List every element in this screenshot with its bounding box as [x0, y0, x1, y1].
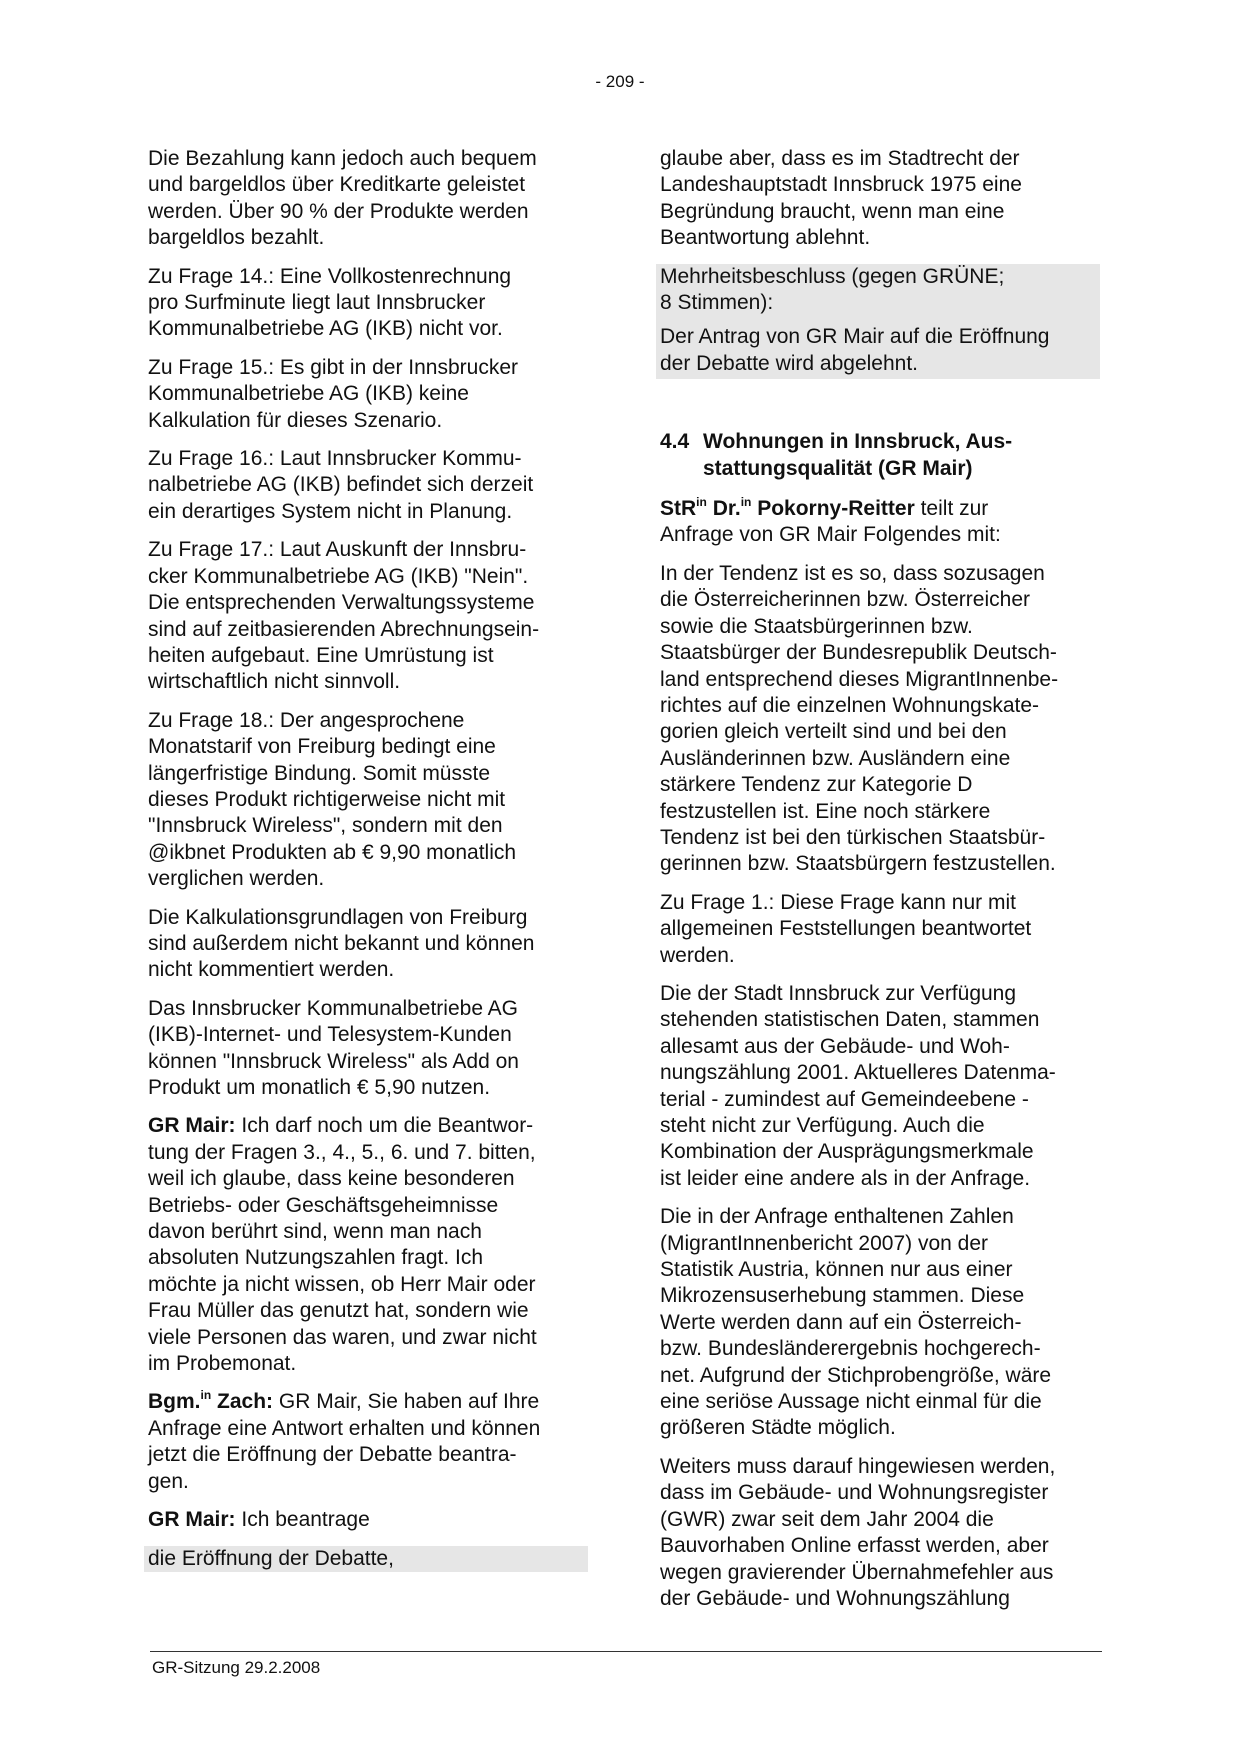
text-line: Monatstarif von Freiburg bedingt eine: [148, 735, 496, 759]
statement-line: davon berührt sind, wenn man nach: [148, 1220, 482, 1244]
statement-line: viele Personen das waren, und zwar nicht: [148, 1325, 537, 1349]
paragraph-gr-mair-motion: [148, 1507, 588, 1533]
text-line: @ikbnet Produkten ab € 9,90 monatlich: [148, 840, 517, 864]
text-line: Beantwortung ablehnt.: [660, 226, 871, 250]
paragraph-speaker-intro: [660, 496, 1100, 549]
text-line: stehenden statistischen Daten, stammen: [660, 1008, 1040, 1032]
paragraph-ikb-customers: [148, 996, 588, 1102]
text-line: allesamt aus der Gebäude- und Woh-: [660, 1034, 1010, 1058]
speaker-title: Bgm.: [148, 1390, 201, 1414]
statement-line: teilt zur: [920, 497, 989, 521]
text-line: Die Bezahlung kann jedoch auch bequem: [148, 147, 537, 170]
text-line: Kombination der Ausprägungsmerkmale: [660, 1140, 1034, 1164]
text-line: bzw. Bundesländerergebnis hochgerech-: [660, 1337, 1041, 1361]
text-line: steht nicht zur Verfügung. Auch die: [660, 1114, 985, 1137]
text-line: gerinnen bzw. Staatsbürgern festzustellen.: [660, 852, 1056, 876]
text-line: Kommunalbetriebe AG (IKB) nicht vor.: [148, 317, 503, 341]
text-line: Zu Frage 18.: Der angesprochene: [148, 708, 465, 732]
left-column: [148, 146, 588, 1584]
footer-divider: [150, 1651, 1102, 1652]
text-line: längerfristige Bindung. Somit müsste: [148, 761, 490, 785]
text-line: werden. Über 90 % der Produkte werden: [148, 199, 529, 223]
text-line: Die in der Anfrage enthaltenen Zahlen: [660, 1205, 1014, 1229]
text-line: eine seriöse Aussage nicht einmal für die: [660, 1390, 1042, 1414]
paragraph-question-14: [148, 264, 588, 343]
text-line: können "Innsbruck Wireless" als Add on: [148, 1049, 519, 1073]
text-line: dass im Gebäude- und Wohnungsregister: [660, 1481, 1049, 1505]
statement-line: Betriebs- oder Geschäftsgeheimnisse: [148, 1193, 499, 1217]
text-line: Mikrozensuserhebung stammen. Diese: [660, 1284, 1025, 1308]
text-line: Zu Frage 14.: Eine Vollkostenrechnung: [148, 264, 512, 288]
text-line: Statistik Austria, können nur aus einer: [660, 1258, 1013, 1282]
text-line: allgemeinen Feststellungen beantwortet: [660, 917, 1032, 941]
statement-line: möchte ja nicht wissen, ob Herr Mair oder: [148, 1272, 536, 1296]
text-line: Der Antrag von GR Mair auf die Eröffnung: [660, 325, 1050, 349]
text-line: Ausländerinnen bzw. Ausländern eine: [660, 746, 1011, 770]
text-line: 8 Stimmen):: [660, 291, 774, 315]
text-line: stattungsqualität (GR Mair): [703, 456, 973, 480]
text-line: festzustellen ist. Eine noch stärkere: [660, 799, 991, 823]
text-line: Produkt um monatlich € 5,90 nutzen.: [148, 1076, 491, 1099]
text-line: "Innsbruck Wireless", sondern mit den: [148, 814, 503, 838]
text-line: Landeshauptstadt Innsbruck 1975 eine: [660, 173, 1022, 197]
text-line: heiten aufgebaut. Eine Umrüstung ist: [148, 643, 494, 667]
text-line: stärkere Tendenz zur Kategorie D: [660, 773, 973, 797]
text-line: net. Aufgrund der Stichprobengröße, wäre: [660, 1363, 1052, 1387]
text-line: die Österreicherinnen bzw. Österreicher: [660, 588, 1030, 612]
text-line: terial - zumindest auf Gemeindeebene -: [660, 1087, 1029, 1111]
text-line: Tendenz ist bei den türkischen Staatsbür-: [660, 825, 1046, 849]
text-line: ein derartiges System nicht in Planung.: [148, 499, 513, 523]
paragraph-calculation-basis: [148, 905, 588, 984]
paragraph-statistics: [660, 981, 1100, 1192]
text-line: (MigrantInnenbericht 2007) von der: [660, 1231, 989, 1255]
text-line: richtes auf die einzelnen Wohnungskate-: [660, 693, 1040, 717]
text-line: cker Kommunalbetriebe AG (IKB) "Nein".: [148, 564, 529, 588]
text-line: sind außerdem nicht bekannt und können: [148, 931, 535, 955]
text-line: sowie die Staatsbürgerinnen bzw.: [660, 614, 973, 638]
statement-line: Ich darf noch um die Beantwor-: [241, 1114, 534, 1138]
statement-line: jetzt die Eröffnung der Debatte beantra-: [148, 1443, 517, 1467]
majority-resolution: [660, 264, 1096, 317]
text-line: (IKB)-Internet- und Telesystem-Kunden: [148, 1023, 512, 1047]
text-line: Mehrheitsbeschluss (gegen GRÜNE;: [660, 264, 1005, 288]
resolution-box: [656, 264, 1100, 380]
right-column: [660, 146, 1100, 1624]
text-line: Werte werden dann auf ein Österreich-: [660, 1310, 1022, 1334]
text-line: glaube aber, dass es im Stadtrecht der: [660, 147, 1020, 170]
paragraph-payment: [148, 146, 588, 252]
speaker-title: StR: [660, 497, 697, 521]
text-line: pro Surfminute liegt laut Innsbrucker: [148, 291, 486, 315]
text-line: dieses Produkt richtigerweise nicht mit: [148, 787, 506, 811]
statement-line: absoluten Nutzungszahlen fragt. Ich: [148, 1246, 484, 1270]
paragraph-question-15: [148, 355, 588, 434]
statement-line: GR Mair, Sie haben auf Ihre: [278, 1390, 540, 1414]
speaker-gr-mair: GR Mair:: [148, 1508, 236, 1532]
text-line: Bauvorhaben Online erfasst werden, aber: [660, 1534, 1049, 1558]
text-line: Zu Frage 16.: Laut Innsbrucker Kommu-: [148, 447, 522, 471]
section-heading-4-4: [660, 429, 1100, 482]
text-line: nungszählung 2001. Aktuelleres Datenma-: [660, 1061, 1056, 1085]
text-line: größeren Städte möglich.: [660, 1416, 896, 1440]
text-line: ist leider eine andere als in der Anfrage.: [660, 1166, 1031, 1190]
text-line: werden.: [660, 943, 735, 967]
paragraph-question-1: [660, 890, 1100, 969]
text-line: bargeldlos bezahlt.: [148, 226, 325, 250]
paragraph-question-16: [148, 446, 588, 525]
speaker-gr-mair: GR Mair:: [148, 1114, 236, 1138]
statement-line: Anfrage von GR Mair Folgendes mit:: [660, 523, 1001, 547]
text-line: sind auf zeitbasierenden Abrechnungsein-: [148, 617, 540, 641]
text-line: Zu Frage 17.: Laut Auskunft der Innsbru-: [148, 538, 527, 562]
text-line: Kalkulation für dieses Szenario.: [148, 408, 443, 432]
speaker-degree: Dr.: [712, 497, 741, 521]
text-line: der Gebäude- und Wohnungszählung: [660, 1586, 1010, 1610]
statement-line: im Probemonat.: [148, 1352, 297, 1376]
speaker-bgm-zach: [148, 1390, 273, 1413]
text-line: wirtschaftlich nicht sinnvoll.: [148, 670, 401, 694]
statement-line: weil ich glaube, dass keine besonderen: [148, 1167, 515, 1191]
text-line: Weiters muss darauf hingewiesen werden,: [660, 1454, 1056, 1478]
speaker-surname: Zach:: [217, 1390, 274, 1414]
speaker-surname: Pokorny-Reitter: [757, 497, 915, 521]
text-line: verglichen werden.: [148, 867, 325, 891]
text-line: gorien gleich verteilt sind und bei den: [660, 720, 1007, 744]
text-line: Die der Stadt Innsbruck zur Verfügung: [660, 981, 1017, 1005]
text-line: (GWR) zwar seit dem Jahr 2004 die: [660, 1507, 994, 1531]
paragraph-question-18: [148, 708, 588, 893]
text-line: Die entsprechenden Verwaltungssysteme: [148, 591, 535, 615]
statement-line: tung der Fragen 3., 4., 5., 6. und 7. bitten,: [148, 1140, 536, 1164]
text-line: der Debatte wird abgelehnt.: [660, 351, 918, 375]
text-line: Staatsbürger der Bundesrepublik Deutsch-: [660, 641, 1057, 665]
paragraph-gr-mair-request: [148, 1113, 588, 1377]
text-line: In der Tendenz ist es so, dass sozusagen: [660, 561, 1045, 585]
text-line: land entsprechend dieses MigrantInnenbe-: [660, 667, 1059, 691]
page-number: - 209 -: [595, 72, 645, 91]
speaker-title-suffix: in: [200, 1388, 212, 1403]
motion-line: die Eröffnung der Debatte,: [148, 1546, 394, 1570]
resolution-result: [660, 324, 1096, 377]
text-line: Zu Frage 15.: Es gibt in der Innsbrucker: [148, 355, 519, 379]
paragraph-gwr-register: [660, 1454, 1100, 1612]
statement-line: Ich beantrage: [241, 1508, 370, 1532]
statement-line: Frau Müller das genutzt hat, sondern wie: [148, 1299, 529, 1323]
motion-text-shaded: [144, 1546, 588, 1572]
text-line: Wohnungen in Innsbruck, Aus-: [703, 430, 1013, 454]
text-line: Begründung braucht, wenn man eine: [660, 199, 1005, 223]
text-line: und bargeldlos über Kreditkarte geleistet: [148, 173, 526, 197]
text-line: Die Kalkulationsgrundlagen von Freiburg: [148, 905, 528, 929]
speaker-degree-suffix: in: [740, 495, 752, 510]
paragraph-question-17: [148, 537, 588, 695]
text-line: Kommunalbetriebe AG (IKB) keine: [148, 382, 469, 406]
speaker-pokorny-reitter: [660, 497, 915, 520]
statement-line: gen.: [148, 1469, 189, 1493]
text-line: Zu Frage 1.: Diese Frage kann nur mit: [660, 890, 1016, 914]
footer-session-date: GR-Sitzung 29.2.2008: [152, 1658, 321, 1677]
section-title: [660, 429, 1100, 482]
statement-line: Anfrage eine Antwort erhalten und können: [148, 1416, 541, 1440]
text-line: nicht kommentiert werden.: [148, 958, 395, 982]
paragraph-bgm-zach: [148, 1389, 588, 1495]
text-line: wegen gravierender Übernahmefehler aus: [660, 1560, 1054, 1584]
text-line: nalbetriebe AG (IKB) befindet sich derzeit: [148, 473, 534, 497]
speaker-title-suffix: in: [696, 495, 707, 510]
paragraph-continuation: [660, 146, 1100, 252]
paragraph-microcensus: [660, 1204, 1100, 1442]
text-line: Das Innsbrucker Kommunalbetriebe AG: [148, 996, 519, 1020]
paragraph-tendency: [660, 561, 1100, 878]
section-number: 4.4: [660, 430, 690, 454]
